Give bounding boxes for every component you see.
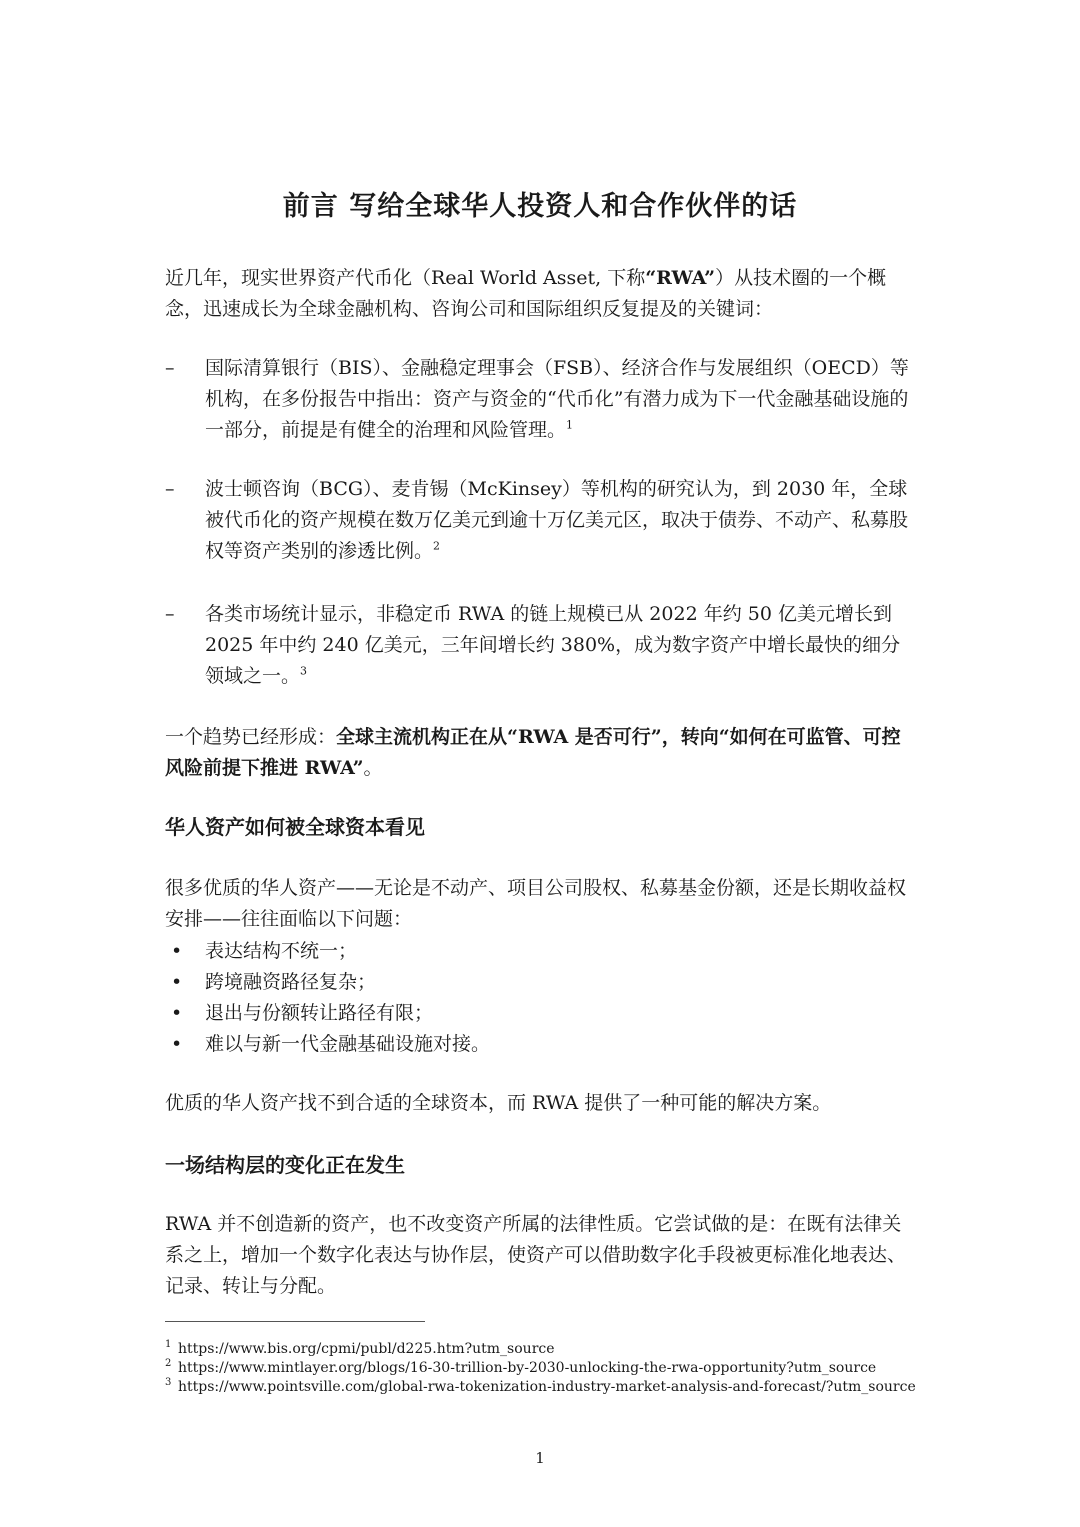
footnote-item: 2 https://www.mintlayer.org/blogs/16-30-trillion-by-2030-unlocking-the-rwa-opportunity?utm_source: [165, 1358, 877, 1376]
dash-item-bcg: [165, 474, 915, 567]
footnote-link[interactable]: https://www.pointsville.com/global-rwa-tokenization-industry-market-analysis-and-forecast/?utm_source: [178, 1379, 916, 1395]
dash-item-bis: [165, 353, 915, 446]
dash-item-market-stats: [165, 599, 915, 692]
footnote-ref: 2: [433, 539, 441, 553]
dash-marker: –: [165, 603, 175, 625]
page-number: 1: [535, 1449, 545, 1467]
list-item: [165, 936, 915, 967]
list-item-text: 退出与份额转让路径有限；: [205, 1002, 434, 1024]
intro-text: 近几年，现实世界资产代币化（Real World Asset, 下称: [165, 267, 646, 289]
intro-paragraph: [165, 263, 915, 325]
bullet-marker: •: [171, 971, 183, 993]
footnote-divider: [165, 1321, 425, 1322]
footnote-link[interactable]: https://www.bis.org/cpmi/publ/d225.htm?utm_source: [178, 1341, 555, 1357]
trend-text: 一个趋势已经形成：: [165, 726, 337, 748]
section-heading-chinese-assets: 华人资产如何被全球资本看见: [165, 815, 425, 839]
list-item-text: 跨境融资路径复杂；: [205, 971, 377, 993]
bullet-marker: •: [171, 940, 183, 962]
section-heading-structural-change: 一场结构层的变化正在发生: [165, 1153, 405, 1177]
dash-marker: –: [165, 357, 175, 379]
section1-closing: 优质的华人资产找不到合适的全球资本，而 RWA 提供了一种可能的解决方案。: [165, 1092, 832, 1114]
footnote-ref: 1: [566, 418, 574, 432]
section2-paragraph: RWA 并不创造新的资产，也不改变资产所属的法律性质。它尝试做的是：在既有法律关系之上，增加一个数字化表达与协作层，使资产可以借助数字化手段被更标准化地表达、记录、转让与分配。: [165, 1213, 907, 1297]
intro-text-continued: ）从技术圈的一个概念，迅速成长为全球金融机构、咨询公司和国际组织反复提及的关键词：: [165, 267, 887, 320]
dash-item-text: 各类市场统计显示，非稳定币 RWA 的链上规模已从 2022 年约 50 亿美元增长到 2025 年中约 240 亿美元，三年间增长约 380%，成为数字资产中增长最快的细分领域之一。: [205, 603, 901, 687]
intro-bold-term: “RWA”: [645, 267, 716, 289]
page-title: 前言 写给全球华人投资人和合作伙伴的话: [282, 191, 798, 222]
list-item: [165, 967, 915, 998]
problem-list: [165, 936, 915, 1060]
trend-paragraph: [165, 722, 915, 784]
list-item: [165, 998, 915, 1029]
list-item-text: 难以与新一代金融基础设施对接。: [205, 1033, 491, 1055]
footnote-item: 3 https://www.pointsville.com/global-rwa-tokenization-industry-market-analysis-and-forecast/?utm_source: [165, 1377, 916, 1395]
footnote-item: 1 https://www.bis.org/cpmi/publ/d225.htm?utm_source: [165, 1339, 555, 1357]
bullet-marker: •: [171, 1002, 183, 1024]
dash-marker: –: [165, 478, 175, 500]
trend-text-end: 。: [363, 757, 383, 779]
footnotes: [165, 1340, 965, 1397]
bullet-marker: •: [171, 1033, 183, 1055]
section1-paragraph: 很多优质的华人资产——无论是不动产、项目公司股权、私募基金份额，还是长期收益权安排——往往面临以下问题：: [165, 877, 907, 930]
footnote-ref: 3: [300, 664, 308, 678]
list-item: [165, 1029, 915, 1060]
trend-bold-text: 全球主流机构正在从“RWA 是否可行”，转向“如何在可监管、可控风险前提下推进 RWA”: [165, 726, 901, 779]
list-item-text: 表达结构不统一；: [205, 940, 358, 962]
footnote-link[interactable]: https://www.mintlayer.org/blogs/16-30-trillion-by-2030-unlocking-the-rwa-opportunity?utm_source: [178, 1360, 877, 1376]
dash-item-text: 波士顿咨询（BCG）、麦肯锡（McKinsey）等机构的研究认为，到 2030 年，全球被代币化的资产规模在数万亿美元到逾十万亿美元区，取决于债券、不动产、私募股权等资产类别的渗透比例。: [205, 478, 909, 562]
dash-item-text: 国际清算银行（BIS）、金融稳定理事会（FSB）、经济合作与发展组织（OECD）等机构，在多份报告中指出：资产与资金的“代币化”有潜力成为下一代金融基础设施的一部分，前提是有健全的治理和风险管理。: [205, 357, 909, 441]
